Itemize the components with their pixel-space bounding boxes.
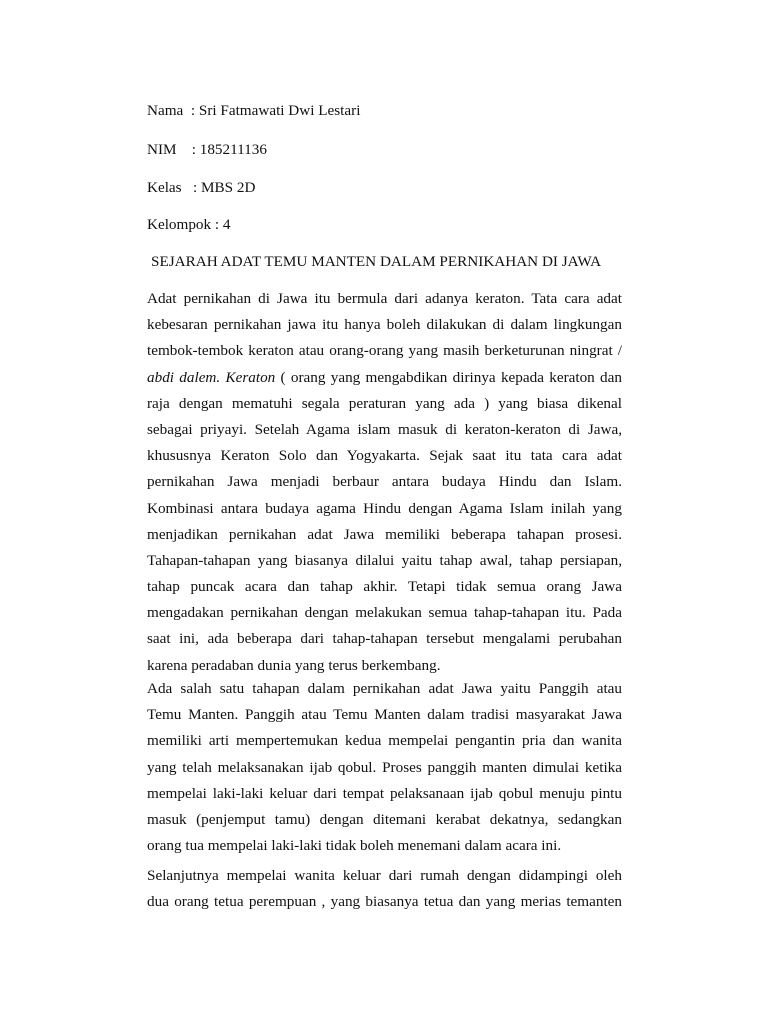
student-nim: NIM : 185211136: [147, 141, 267, 158]
paragraph-line-rest: ( orang yang mengabdikan dirinya kepada keraton dan: [275, 368, 622, 386]
paragraph-line: Ada salah satu tahapan dalam pernikahan adat Jawa yaitu Panggih atau: [147, 680, 622, 697]
paragraph-line: [147, 365, 622, 391]
paragraph-line: menjadikan pernikahan adat Jawa memiliki beberapa tahapan prosesi.: [147, 525, 622, 543]
paragraph-line: mengadakan pernikahan dengan melakukan semua tahap-tahapan itu. Pada: [147, 604, 622, 622]
paragraph-line: Selanjutnya mempelai wanita keluar dari rumah dengan didampingi oleh: [147, 867, 622, 884]
student-class: Kelas : MBS 2D: [147, 179, 256, 196]
paragraph-line: pernikahan Jawa menjadi berbaur antara budaya Hindu dan Islam.: [147, 473, 622, 491]
paragraph-line: Tahapan-tahapan yang biasanya dilalui yaitu tahap awal, tahap persiapan,: [147, 551, 622, 569]
paragraph-2: [147, 676, 622, 859]
paragraph-line: karena peradaban dunia yang terus berkembang.: [147, 656, 441, 674]
paragraph-line: khususnya Keraton Solo dan Yogyakarta. Sejak saat itu tata cara adat: [147, 447, 622, 465]
paragraph-line: masuk (penjemput tamu) dengan ditemani kerabat dekatnya, sedangkan: [147, 810, 622, 828]
document-title: SEJARAH ADAT TEMU MANTEN DALAM PERNIKAHAN DI JAWA: [151, 253, 602, 270]
italic-term: abdi dalem. Keraton: [147, 368, 276, 386]
paragraph-1: [147, 286, 622, 679]
paragraph-line: orang tua mempelai laki-laki tidak boleh menemani dalam acara ini.: [147, 837, 562, 855]
student-group: Kelompok : 4: [147, 216, 231, 233]
student-name: Nama : Sri Fatmawati Dwi Lestari: [147, 102, 361, 119]
paragraph-line: kebesaran pernikahan jawa itu hanya boleh dilakukan di dalam lingkungan: [147, 316, 622, 334]
paragraph-line: Temu Manten. Panggih atau Temu Manten dalam tradisi masyarakat Jawa: [147, 706, 622, 724]
paragraph-line: Kombinasi antara budaya agama Hindu dengan Agama Islam inilah yang: [147, 499, 622, 517]
paragraph-line: mempelai laki-laki keluar dari tempat pelaksanaan ijab qobul menuju pintu: [147, 784, 622, 802]
paragraph-line: Adat pernikahan di Jawa itu bermula dari adanya keraton. Tata cara adat: [147, 290, 622, 307]
paragraph-line: tembok-tembok keraton atau orang-orang yang masih berketurunan ningrat /: [147, 342, 622, 360]
paragraph-line: yang telah melaksanakan ijab qobul. Proses panggih manten dimulai ketika: [147, 758, 622, 776]
paragraph-line: dua orang tetua perempuan , yang biasanya tetua dan yang merias temanten: [147, 893, 622, 911]
paragraph-3: [147, 863, 622, 915]
paragraph-line: memiliki arti mempertemukan kedua mempelai pengantin pria dan wanita: [147, 732, 622, 750]
paragraph-line: sebagai priyayi. Setelah Agama islam masuk di keraton-keraton di Jawa,: [147, 420, 622, 438]
paragraph-line: tahap puncak acara dan tahap akhir. Tetapi tidak semua orang Jawa: [147, 578, 622, 596]
paragraph-line: saat ini, ada beberapa dari tahap-tahapan tersebut mengalami perubahan: [147, 630, 622, 648]
paragraph-line: raja dengan mematuhi segala peraturan yang ada ) yang biasa dikenal: [147, 394, 622, 412]
